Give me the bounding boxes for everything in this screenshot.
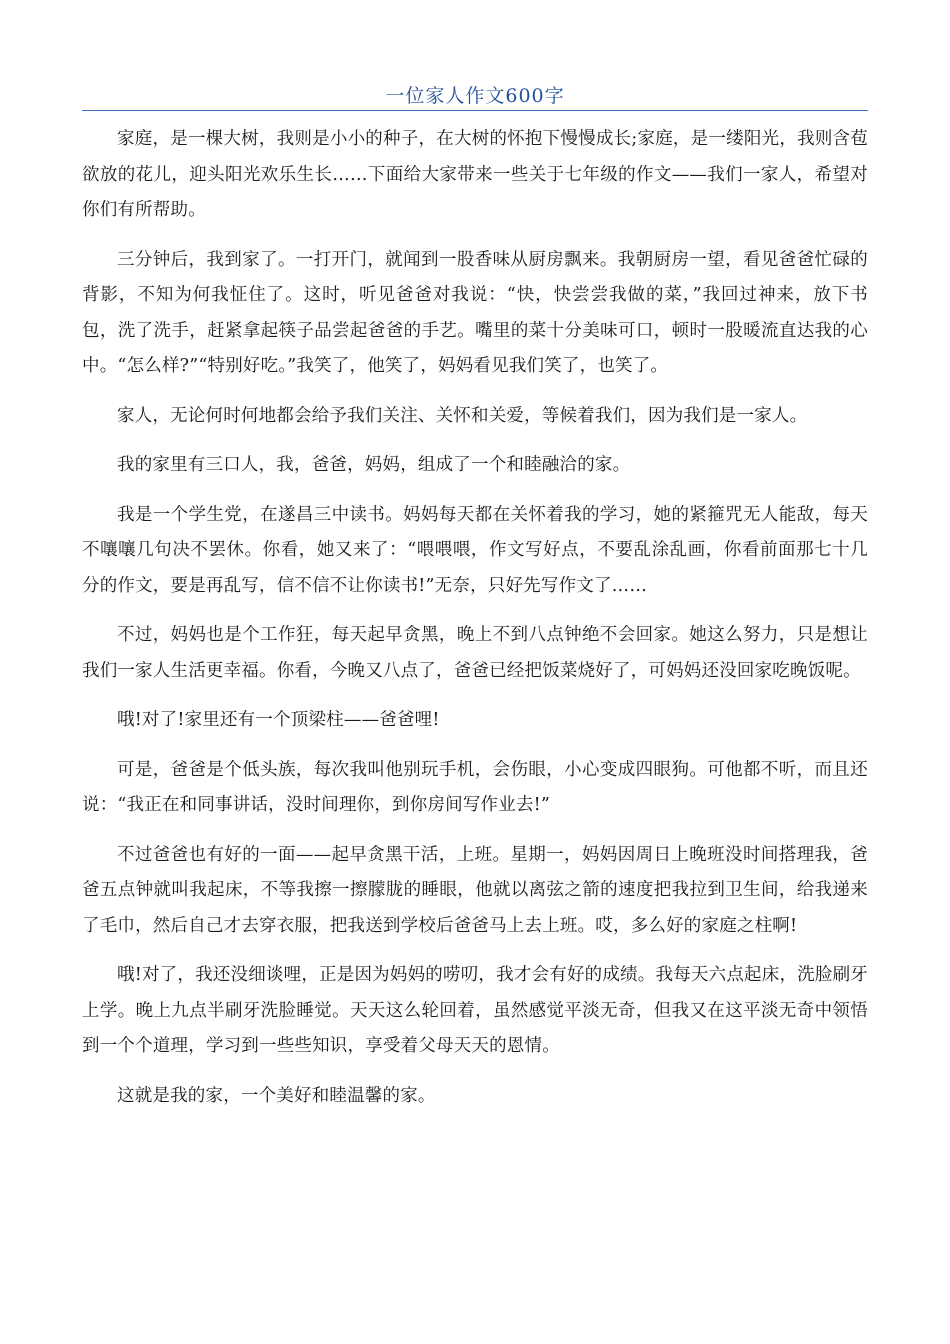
paragraph-1: 家庭，是一棵大树，我则是小小的种子，在大树的怀抱下慢慢成长;家庭，是一缕阳光，我则含苞欲放的花儿，迎头阳光欢乐生长……下面给大家带来一些关于七年级的作文——我们一家人，希望对你们有所帮助。 xyxy=(82,129,868,220)
paragraph-3: 家人，无论何时何地都会给予我们关注、关怀和关爱，等候着我们，因为我们是一家人。 xyxy=(117,405,808,426)
paragraph-10: 哦!对了，我还没细谈哩，正是因为妈妈的唠叨，我才会有好的成绩。我每天六点起床，洗脸刷牙上学。晚上九点半刷牙洗脸睡觉。天天这么轮回着，虽然感觉平淡无奇，但我又在这平淡无奇中领悟到一个个道理，学习到一些些知识，享受着父母天天的恩情。 xyxy=(82,965,868,1056)
paragraph-4: 我的家里有三口人，我，爸爸，妈妈，组成了一个和睦融洽的家。 xyxy=(117,455,631,475)
paragraph-11: 这就是我的家，一个美好和睦温馨的家。 xyxy=(117,1085,436,1106)
paragraph-9: 不过爸爸也有好的一面——起早贪黑干活，上班。星期一，妈妈因周日上晚班没时间搭理我，爸爸五点钟就叫我起床，不等我擦一擦朦胧的睡眼，他就以离弦之箭的速度把我拉到卫生间，给我递来了毛巾，然后自己才去穿衣服，把我送到学校后爸爸马上去上班。哎，多么好的家庭之柱啊! xyxy=(82,844,868,936)
paragraph-8: 可是，爸爸是个低头族，每次我叫他别玩手机，会伤眼，小心变成四眼狗。可他都不听，而且还说：“我正在和同事讲话，没时间理你，到你房间写作业去!” xyxy=(82,759,868,815)
paragraph-7: 哦!对了!家里还有一个顶梁柱——爸爸哩! xyxy=(117,710,440,730)
page-title: 一位家人作文600字 xyxy=(385,85,565,107)
title-divider xyxy=(82,110,868,111)
paragraph-2: 三分钟后，我到家了。一打开门，就闻到一股香味从厨房飘来。我朝厨房一望，看见爸爸忙碌的背影，不知为何我怔住了。这时，听见爸爸对我说：“快，快尝尝我做的菜，”我回过神来，放下书包，洗了洗手，赶紧拿起筷子品尝起爸爸的手艺。嘴里的菜十分美味可口，顿时一股暖流直达我的心中。“怎么样?”“特别好吃。”我笑了，他笑了，妈妈看见我们笑了，也笑了。 xyxy=(82,249,868,376)
paragraph-5: 我是一个学生党，在遂昌三中读书。妈妈每天都在关怀着我的学习，她的紧箍咒无人能敌，每天不嚷嚷几句决不罢休。你看，她又来了：“喂喂喂，作文写好点，不要乱涂乱画，你看前面那七十几分的作文，要是再乱写，信不信不让你读书!”无奈，只好先写作文了…… xyxy=(82,504,868,596)
paragraph-6: 不过，妈妈也是个工作狂，每天起早贪黑，晚上不到八点钟绝不会回家。她这么努力，只是想让我们一家人生活更幸福。你看，今晚又八点了，爸爸已经把饭菜烧好了，可妈妈还没回家吃晚饭呢。 xyxy=(82,625,868,681)
article-body xyxy=(82,122,868,1128)
